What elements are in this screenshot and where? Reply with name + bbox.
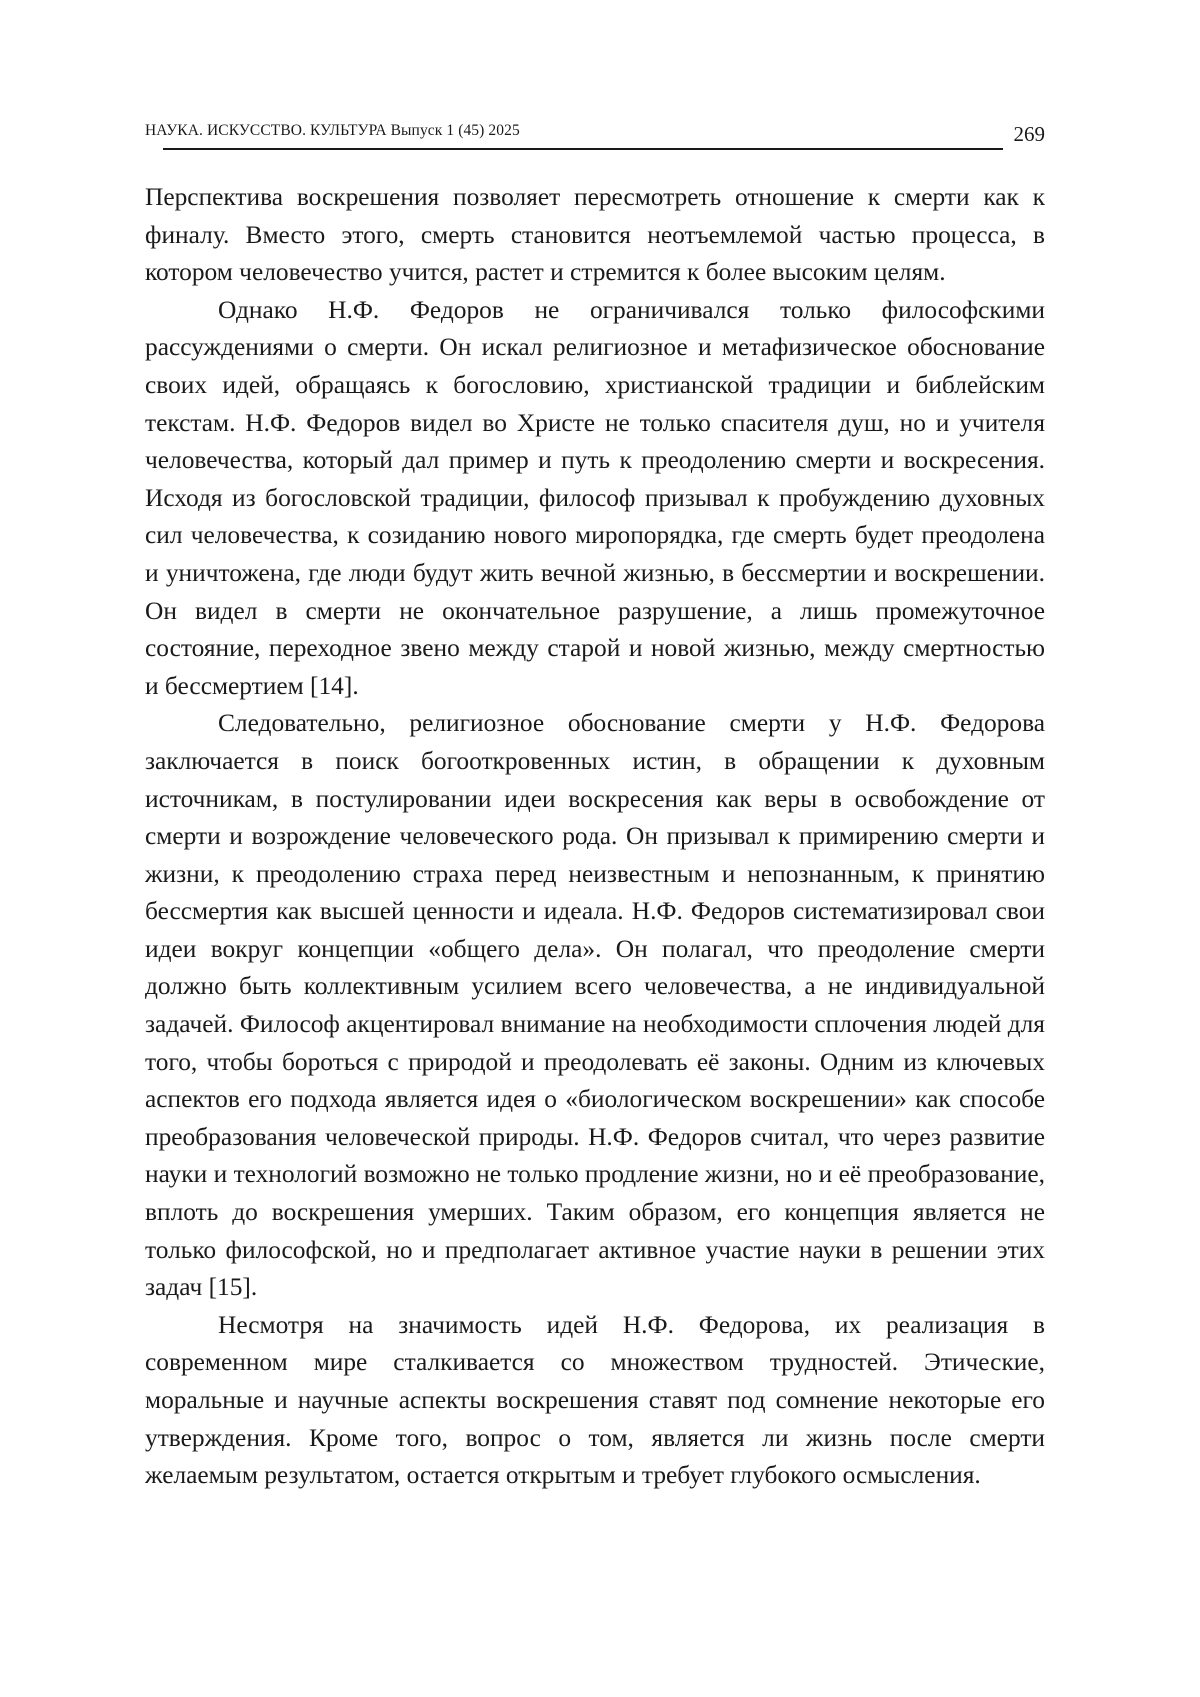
article-body [145, 179, 1045, 1495]
running-header [145, 118, 1045, 158]
paragraph-4: Несмотря на значимость идей Н.Ф. Федорова, их реализация в современном мире сталкивается со множеством трудностей. Этические, моральные и научные аспекты воскрешения ставят под сомнение некоторые его утверждения. Кроме того, вопрос о том, является ли жизнь после смерти желаемым результатом, остается открытым и требует глубокого осмысления. [145, 1307, 1045, 1495]
journal-title: НАУКА. ИСКУССТВО. КУЛЬТУРА Выпуск 1 (45) 2025 [145, 122, 520, 140]
paragraph-2: Однако Н.Ф. Федоров не ограничивался только философскими рассуждениями о смерти. Он искал религиозное и метафизическое обоснование своих идей, обращаясь к богословию, христианской традиции и библейским текстам. Н.Ф. Федоров видел во Христе не только спасителя душ, но и учителя человечества, который дал пример и путь к преодолению смерти и воскресения. Исходя из богословской традиции, философ призывал к пробуждению духовных сил человечества, к созиданию нового миропорядка, где смерть будет преодолена и уничтожена, где люди будут жить вечной жизнью, в бессмертии и воскрешении. Он видел в смерти не окончательное разрушение, а лишь промежуточное состояние, переходное звено между старой и новой жизнью, между смертностью и бессмертием [14]. [145, 292, 1045, 706]
header-divider [163, 148, 1003, 150]
paragraph-3: Следовательно, религиозное обоснование смерти у Н.Ф. Федорова заключается в поиск богооткровенных истин, в обращении к духовным источникам, в постулировании идеи воскресения как веры в освобождение от смерти и возрождение человеческого рода. Он призывал к примирению смерти и жизни, к преодолению страха перед неизвестным и непознанным, к принятию бессмертия как высшей ценности и идеала. Н.Ф. Федоров систематизировал свои идеи вокруг концепции «общего дела». Он полагал, что преодоление смерти должно быть коллективным усилием всего человечества, а не индивидуальной задачей. Философ акцентировал внимание на необходимости сплочения людей для того, чтобы бороться с природой и преодолевать её законы. Одним из ключевых аспектов его подхода является идея о «биологическом воскрешении» как способе преобразования человеческой природы. Н.Ф. Федоров считал, что через развитие науки и технологий возможно не только продление жизни, но и её преобразование, вплоть до воскрешения умерших. Таким образом, его концепция является не только философской, но и предполагает активное участие науки в решении этих задач [15]. [145, 705, 1045, 1307]
journal-page [0, 0, 1200, 1697]
page-number: 269 [1014, 122, 1046, 147]
paragraph-1: Перспектива воскрешения позволяет пересмотреть отношение к смерти как к финалу. Вместо этого, смерть становится неотъемлемой частью процесса, в котором человечество учится, растет и стремится к более высоким целям. [145, 179, 1045, 292]
